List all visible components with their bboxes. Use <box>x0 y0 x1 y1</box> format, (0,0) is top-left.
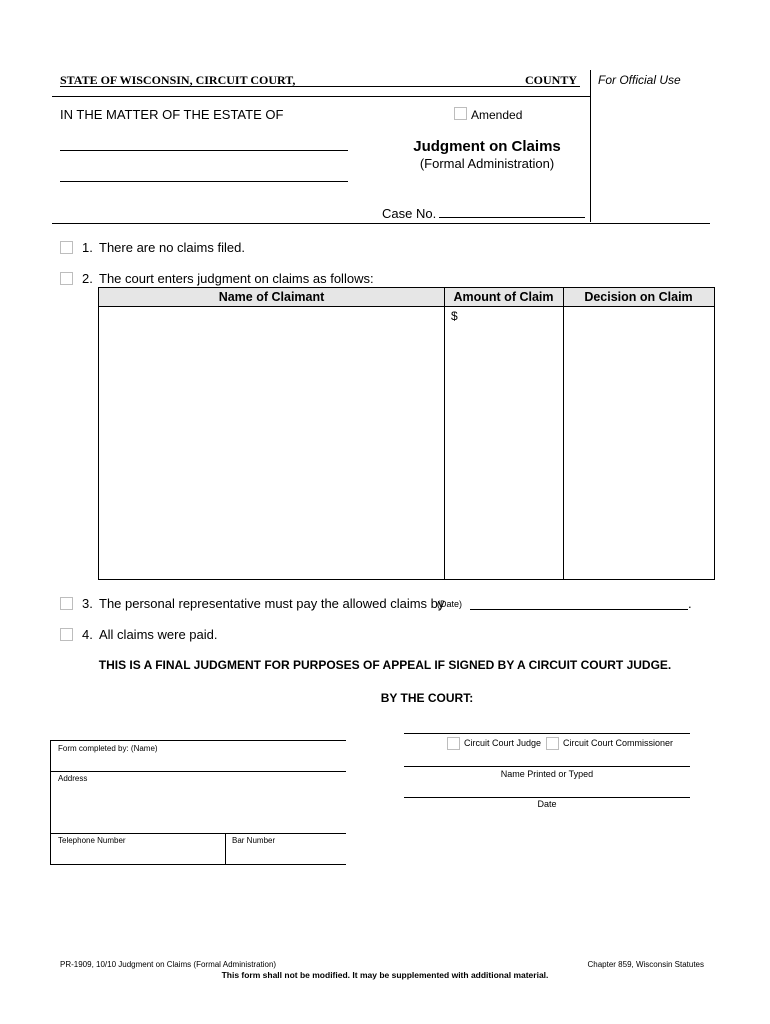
address-label: Address <box>58 774 88 783</box>
statute-reference: Chapter 859, Wisconsin Statutes <box>587 960 704 969</box>
claims-table <box>98 287 715 580</box>
signature-line[interactable] <box>404 733 690 734</box>
item2-text: The court enters judgment on claims as follows: <box>99 271 374 286</box>
title-wrap <box>380 138 594 155</box>
telephone-field[interactable] <box>51 846 224 864</box>
header-divider <box>52 96 590 97</box>
county-label: COUNTY <box>525 73 578 87</box>
by-the-court-label: BY THE COURT: <box>380 691 474 705</box>
form-box-top-border <box>50 740 346 741</box>
final-judgment-notice: THIS IS A FINAL JUDGMENT FOR PURPOSES OF APPEAL IF SIGNED BY A CIRCUIT COURT JUDGE. <box>98 658 672 672</box>
claims-table-header <box>99 288 714 307</box>
form-box-divider <box>50 771 346 772</box>
address-field[interactable] <box>51 784 346 832</box>
estate-matter-label: IN THE MATTER OF THE ESTATE OF <box>60 107 284 122</box>
decision-cell[interactable] <box>564 307 714 579</box>
telephone-label: Telephone Number <box>58 836 126 845</box>
claims-paid-checkbox[interactable] <box>60 628 73 641</box>
item3-period: . <box>688 596 692 611</box>
bar-number-field[interactable] <box>226 846 346 864</box>
estate-name-line-2[interactable] <box>60 181 348 182</box>
case-no-label: Case No. <box>382 206 437 221</box>
signature-date-line[interactable] <box>404 797 690 798</box>
judgment-on-claims-checkbox[interactable] <box>60 272 73 285</box>
signature-date-label: Date <box>537 799 557 809</box>
column-decision: Decision on Claim <box>584 290 693 304</box>
item4-number: 4. <box>82 627 93 642</box>
currency-symbol: $ <box>451 309 458 323</box>
circuit-judge-checkbox[interactable] <box>447 737 460 750</box>
county-line[interactable] <box>60 86 580 87</box>
item2-number: 2. <box>82 271 93 286</box>
case-no-line[interactable] <box>439 217 585 218</box>
no-claims-checkbox[interactable] <box>60 241 73 254</box>
circuit-judge-label: Circuit Court Judge <box>464 738 542 748</box>
item3-text: The personal representative must pay the allowed claims by <box>99 596 445 611</box>
item3-number: 3. <box>82 596 93 611</box>
printed-name-label: Name Printed or Typed <box>500 769 594 779</box>
court-label: STATE OF WISCONSIN, CIRCUIT COURT, <box>60 73 296 87</box>
official-use-label: For Official Use <box>598 73 681 87</box>
modification-notice: This form shall not be modified. It may be supplemented with additional material. <box>221 970 549 980</box>
form-box-bottom-border <box>50 864 346 865</box>
estate-name-line-1[interactable] <box>60 150 348 151</box>
column-amount: Amount of Claim <box>453 290 554 304</box>
header-bottom-divider <box>52 223 710 224</box>
form-id: PR-1909, 10/10 Judgment on Claims (Formal Administration) <box>60 960 277 969</box>
bar-number-label: Bar Number <box>232 836 276 845</box>
form-completed-by-label: Form completed by: (Name) <box>58 744 158 753</box>
item1-text: There are no claims filed. <box>99 240 245 255</box>
completed-by-name-field[interactable] <box>51 754 346 771</box>
form-box-divider <box>50 833 346 834</box>
court-commissioner-label: Circuit Court Commissioner <box>563 738 674 748</box>
amended-checkbox[interactable] <box>454 107 467 120</box>
court-commissioner-checkbox[interactable] <box>546 737 559 750</box>
pay-by-date-line[interactable] <box>470 609 688 610</box>
item4-text: All claims were paid. <box>99 627 218 642</box>
page-title: Judgment on Claims <box>413 138 561 155</box>
page-subtitle: (Formal Administration) <box>419 156 555 171</box>
printed-name-line[interactable] <box>404 766 690 767</box>
amended-label: Amended <box>471 108 523 122</box>
amount-cell[interactable] <box>445 307 562 579</box>
item1-number: 1. <box>82 240 93 255</box>
pay-claims-checkbox[interactable] <box>60 597 73 610</box>
claimant-name-cell[interactable] <box>99 307 443 579</box>
item3-date-label: (Date) <box>437 599 463 609</box>
column-claimant-name: Name of Claimant <box>218 290 325 304</box>
